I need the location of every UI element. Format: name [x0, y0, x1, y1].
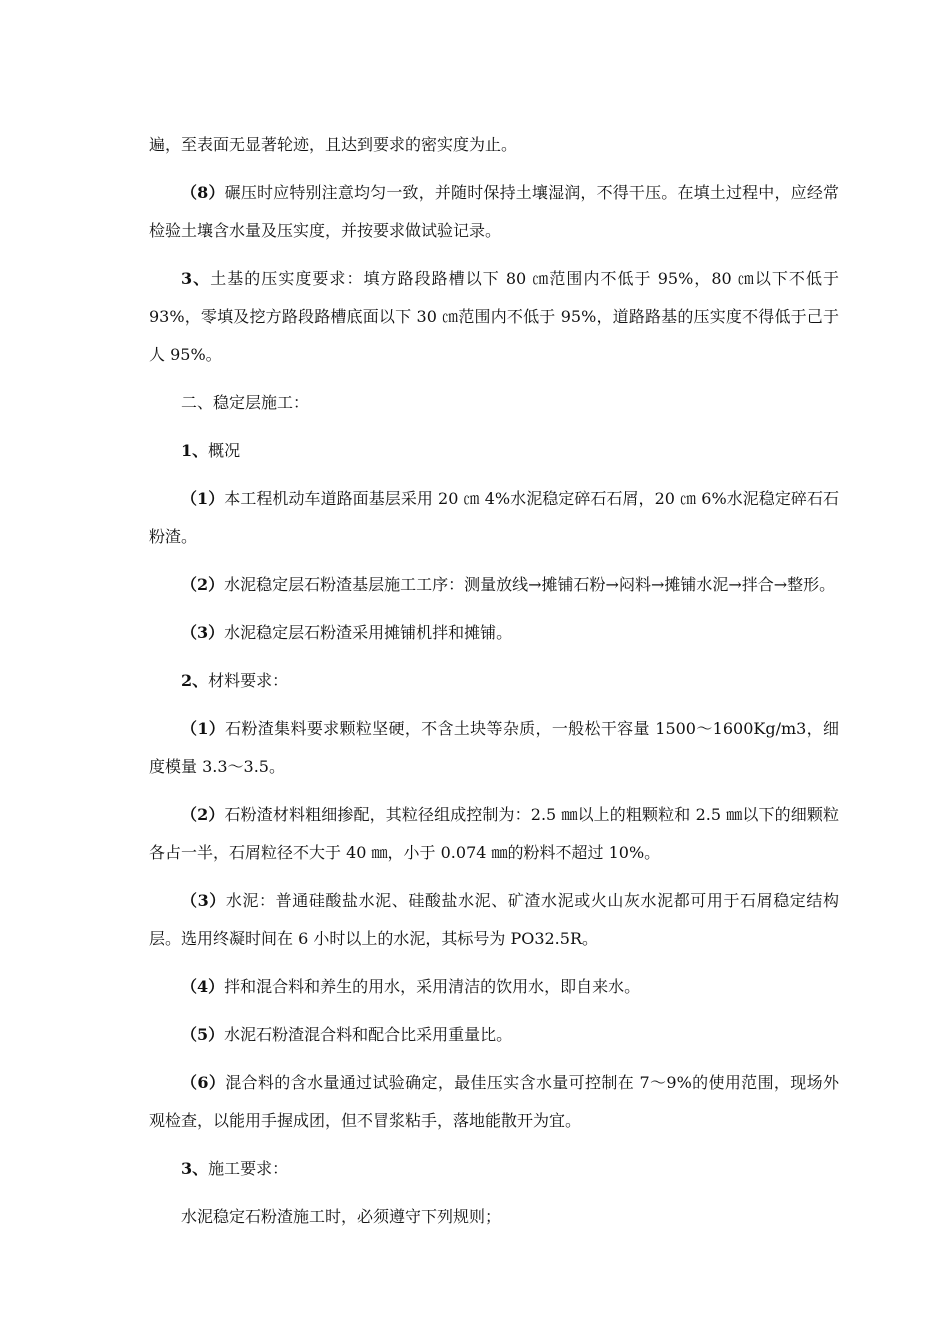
- paragraph-text: 遍，至表面无显著轮迹，且达到要求的密实度为止。: [149, 135, 518, 154]
- paragraph-text: 水泥：普通硅酸盐水泥、硅酸盐水泥、矿渣水泥或火山灰水泥都可用于石屑稳定结构层。选用终凝时间在 6 小时以上的水泥，其标号为 PO32.5R。: [149, 891, 839, 948]
- paragraph: [149, 614, 839, 652]
- paragraph-number: 3、: [181, 269, 211, 288]
- paragraph: [149, 796, 839, 872]
- paragraph: [149, 710, 839, 786]
- paragraph: [149, 882, 839, 958]
- paragraph-text: 水泥稳定层石粉渣基层施工工序：测量放线→摊铺石粉→闷料→摊铺水泥→拌合→整形。: [224, 575, 836, 594]
- paragraph-number: 1、: [181, 441, 209, 460]
- paragraph-text: 石粉渣集料要求颗粒坚硬，不含土块等杂质，一般松干容量 1500～1600Kg/m3，细度模量 3.3～3.5。: [149, 719, 839, 776]
- paragraph-text: 碾压时应特别注意均匀一致，并随时保持土壤湿润，不得干压。在填土过程中，应经常检验土壤含水量及压实度，并按要求做试验记录。: [149, 183, 839, 240]
- subsection-heading: [149, 662, 839, 700]
- paragraph-text: 水泥稳定层石粉渣采用摊铺机拌和摊铺。: [224, 623, 513, 642]
- paragraph-text: 混合料的含水量通过试验确定，最佳压实含水量可控制在 7～9%的使用范围，现场外观检查，以能用手握成团，但不冒浆粘手，落地能散开为宜。: [149, 1073, 839, 1130]
- paragraph-text: 拌和混合料和养生的用水，采用清洁的饮用水，即自来水。: [224, 977, 641, 996]
- paragraph-number: （2）: [181, 805, 225, 824]
- paragraph-number: （3）: [181, 623, 225, 642]
- paragraph: [149, 260, 839, 374]
- paragraph: [149, 174, 839, 250]
- paragraph-text: 材料要求：: [208, 671, 289, 690]
- paragraph-number: 3、: [181, 1159, 209, 1178]
- paragraph-text: 土基的压实度要求：填方路段路槽以下 80 ㎝范围内不低于 95%，80 ㎝以下不低于 93%，零填及挖方路段路槽底面以下 30 ㎝范围内不低于 95%，道路路基的压实度不得低于己于人 95%。: [149, 269, 839, 364]
- paragraph-number: （1）: [181, 489, 225, 508]
- paragraph-number: （4）: [181, 977, 225, 996]
- paragraph-number: （2）: [181, 575, 225, 594]
- paragraph: [149, 1016, 839, 1054]
- subsection-heading: [149, 432, 839, 470]
- paragraph-number: 2、: [181, 671, 209, 690]
- paragraph-number: （6）: [181, 1073, 226, 1092]
- paragraph: [149, 1064, 839, 1140]
- paragraph: [149, 480, 839, 556]
- paragraph-number: （5）: [181, 1025, 225, 1044]
- paragraph: [149, 566, 839, 604]
- paragraph-text: 二、稳定层施工：: [181, 393, 310, 412]
- paragraph: [149, 1198, 839, 1236]
- paragraph-text: 石粉渣材料粗细掺配，其粒径组成控制为：2.5 ㎜以上的粗颗粒和 2.5 ㎜以下的细颗粒各占一半，石屑粒径不大于 40 ㎜，小于 0.074 ㎜的粉料不超过 10%。: [149, 805, 839, 862]
- document-body: [149, 126, 839, 1246]
- paragraph-number: （3）: [181, 891, 226, 910]
- paragraph: [149, 126, 839, 164]
- section-heading: [149, 384, 839, 422]
- paragraph-text: 施工要求：: [208, 1159, 289, 1178]
- paragraph-number: （8）: [181, 183, 225, 202]
- paragraph-text: 概况: [208, 441, 241, 460]
- paragraph-text: 水泥稳定石粉渣施工时，必须遵守下列规则；: [181, 1207, 502, 1226]
- paragraph-text: 本工程机动车道路面基层采用 20 ㎝ 4%水泥稳定碎石石屑，20 ㎝ 6%水泥稳定碎石石粉渣。: [149, 489, 839, 546]
- paragraph-text: 水泥石粉渣混合料和配合比采用重量比。: [224, 1025, 513, 1044]
- paragraph: [149, 968, 839, 1006]
- paragraph-number: （1）: [181, 719, 226, 738]
- subsection-heading: [149, 1150, 839, 1188]
